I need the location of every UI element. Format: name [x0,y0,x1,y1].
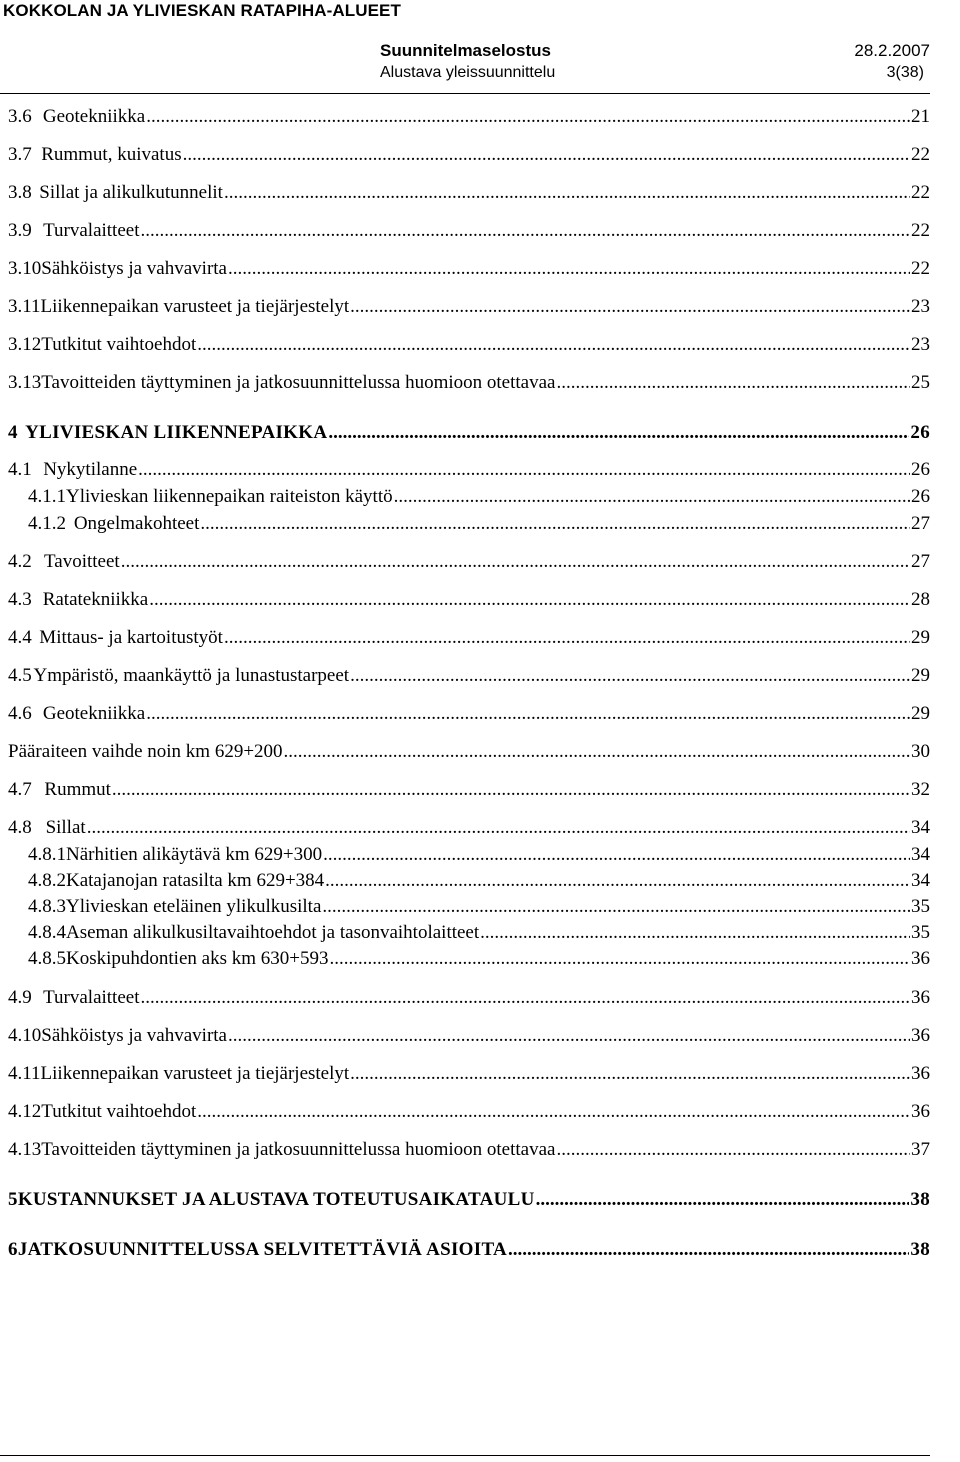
toc-entry-number: 3.9 [8,220,32,241]
toc-entry-page: 36 [911,1101,930,1122]
toc-entry-title: Rummut [44,779,111,800]
toc-chapter-entry[interactable] [8,1190,930,1209]
toc-entry[interactable] [8,145,930,164]
toc-entry-page: 26 [910,422,930,443]
toc-dot-leader [350,1064,910,1083]
toc-entry[interactable] [8,704,930,723]
toc-entry-page: 22 [911,258,930,279]
toc-entry-page: 22 [911,220,930,241]
toc-subentry[interactable] [28,949,930,968]
toc-entry[interactable] [8,666,930,685]
toc-dot-leader [556,1140,910,1159]
toc-entry-number: 4.8.2 [28,870,66,891]
toc-entry-title: Liikennepaikan varusteet ja tiejärjestelyt [40,1063,350,1084]
toc-dot-leader [228,1026,910,1045]
toc-entry[interactable] [8,107,930,126]
toc-entry-title: Ylivieskan liikennepaikan raiteiston käyttö [66,486,393,507]
toc-entry-number: 4.8.4 [28,922,66,943]
toc-entry-number: 4.6 [8,703,32,724]
toc-subentry[interactable] [28,923,930,942]
toc-entry-title: Tavoitteiden täyttyminen ja jatkosuunnittelussa huomioon otettavaa [41,372,556,393]
toc-entry-number: 4.8.3 [28,896,66,917]
toc-entry-number: 4.1.1 [28,486,66,507]
toc-entry-title: Ongelmakohteet [73,513,200,534]
toc-entry[interactable] [8,628,930,647]
toc-entry[interactable] [8,259,930,278]
toc-entry-page: 29 [911,703,930,724]
toc-entry-page: 23 [911,334,930,355]
toc-entry-number: 4 [8,422,18,443]
toc-dot-leader [224,183,910,202]
toc-entry-title: Aseman alikulkusiltavaihtoehdot ja tasonvaihtolaitteet [66,922,480,943]
toc-entry-title: Turvalaitteet [43,987,140,1008]
toc-entry-page: 28 [911,589,930,610]
toc-subentry[interactable] [28,897,930,916]
toc-entry-page: 37 [911,1139,930,1160]
toc-entry-page: 26 [911,486,930,507]
toc-dot-leader [394,487,910,506]
toc-entry-page: 27 [911,513,930,534]
toc-entry-page: 25 [911,372,930,393]
toc-entry-page: 38 [910,1239,930,1260]
toc-entry-title: Tutkitut vaihtoehdot [41,334,197,355]
toc-entry-title: Liikennepaikan varusteet ja tiejärjestelyt [40,296,350,317]
toc-entry-number: 4.1.2 [28,513,66,534]
toc-entry-number: 4.3 [8,589,32,610]
toc-dot-leader [328,423,909,442]
toc-entry-title: Sähköistys ja vahvavirta [41,1025,227,1046]
toc-entry-page: 22 [911,182,930,203]
toc-dot-leader [146,107,910,126]
toc-entry-title: Sillat ja alikulkutunnelit [39,182,223,203]
toc-subentry[interactable] [28,845,930,864]
toc-entry-number: 3.10 [8,258,42,279]
header-subtitle: Alustava yleissuunnittelu [380,64,556,81]
header-title: Suunnitelmaselostus [380,41,551,60]
toc-entry-title: KUSTANNUKSET JA ALUSTAVA TOTEUTUSAIKATAULU [17,1189,535,1210]
toc-dot-leader [138,460,910,479]
toc-entry[interactable] [8,1140,930,1159]
toc-entry-page: 35 [911,922,930,943]
toc-entry[interactable] [8,552,930,571]
toc-entry-title: Tutkitut vaihtoehdot [41,1101,197,1122]
toc-entry[interactable] [8,460,930,479]
toc-entry-title: Tavoitteiden täyttyminen ja jatkosuunnittelussa huomioon otettavaa [41,1139,556,1160]
toc-entry-title: Ratatekniikka [42,589,149,610]
toc-entry-page: 34 [911,844,930,865]
toc-entry-title: Ympäristö, maankäyttö ja lunastustarpeet [33,665,350,686]
toc-entry-number: 3.8 [8,182,32,203]
toc-entry[interactable] [8,1026,930,1045]
toc-entry-title: Sähköistys ja vahvavirta [41,258,227,279]
toc-entry-number: 4.9 [8,987,32,1008]
toc-entry-title: JATKOSUUNNITTELUSSA SELVITETTÄVIÄ ASIOITA [17,1239,508,1260]
toc-dot-leader [197,335,910,354]
toc-entry[interactable] [8,1102,930,1121]
toc-entry-title: Ylivieskan eteläinen ylikulkusilta [66,896,322,917]
toc-entry-title: YLIVIESKAN LIIKENNEPAIKKA [25,422,328,443]
document-company-title: KOKKOLAN JA YLIVIESKAN RATAPIHA-ALUEET [3,1,401,20]
toc-entry-title: Tavoitteet [44,551,120,572]
toc-entry-title: Pääraiteen vaihde noin km 629+200 [8,741,283,762]
toc-dot-leader [228,259,910,278]
toc-entry[interactable] [8,221,930,240]
toc-entry-number: 3.7 [8,144,32,165]
toc-entry-number: 4.10 [8,1025,42,1046]
toc-entry-title: Katajanojan ratasilta km 629+384 [66,870,325,891]
toc-entry-title: Närhitien alikäytävä km 629+300 [66,844,323,865]
toc-dot-leader [284,742,910,761]
toc-entry-page: 34 [911,817,930,838]
toc-entry-page: 30 [911,741,930,762]
toc-entry-number: 4.11 [8,1063,41,1084]
toc-entry-title: Geotekniikka [42,703,146,724]
toc-dot-leader [556,373,910,392]
toc-entry[interactable] [8,742,930,761]
toc-entry-page: 35 [911,896,930,917]
toc-entry-title: Rummut, kuivatus [41,144,182,165]
toc-entry-number: 3.13 [8,372,42,393]
toc-entry-number: 4.7 [8,779,32,800]
toc-entry[interactable] [8,373,930,392]
toc-dot-leader [87,818,910,837]
toc-dot-leader [350,666,910,685]
toc-entry[interactable] [8,183,930,202]
toc-entry-number: 3.6 [8,106,32,127]
toc-entry-page: 27 [911,551,930,572]
toc-entry-number: 5 [8,1189,18,1210]
toc-entry-title: Mittaus- ja kartoitustyöt [39,627,223,648]
toc-entry-title: Turvalaitteet [43,220,140,241]
toc-dot-leader [480,923,910,942]
toc-entry-number: 4.13 [8,1139,42,1160]
toc-entry[interactable] [8,1064,930,1083]
footer-divider [0,1455,930,1456]
toc-dot-leader [141,988,911,1007]
toc-entry-number: 4.8.5 [28,948,66,969]
toc-entry-page: 21 [911,106,930,127]
toc-chapter-entry[interactable] [8,1240,930,1259]
toc-entry-number: 4.8 [8,817,32,838]
toc-dot-leader [112,780,910,799]
toc-entry-page: 29 [911,627,930,648]
toc-entry-number: 6 [8,1239,18,1260]
toc-entry-page: 34 [911,870,930,891]
toc-entry-title: Koskipuhdontien aks km 630+593 [66,948,329,969]
toc-dot-leader [329,949,910,968]
toc-subentry[interactable] [28,514,930,533]
toc-dot-leader [323,845,910,864]
toc-dot-leader [325,871,910,890]
toc-entry[interactable] [8,590,930,609]
toc-entry-number: 4.5 [8,665,32,686]
toc-dot-leader [350,297,910,316]
toc-entry-page: 29 [911,665,930,686]
toc-dot-leader [508,1240,909,1259]
toc-entry-number: 4.8.1 [28,844,66,865]
toc-dot-leader [200,514,910,533]
toc-entry-page: 26 [911,459,930,480]
toc-dot-leader [536,1190,910,1209]
header-page-number: 3(38) [886,64,924,81]
toc-entry-title: Geotekniikka [42,106,146,127]
toc-entry[interactable] [8,780,930,799]
toc-dot-leader [322,897,910,916]
toc-entry-number: 3.11 [8,296,41,317]
toc-entry-number: 4.2 [8,551,32,572]
toc-entry[interactable] [8,818,930,837]
toc-entry-page: 36 [911,1025,930,1046]
toc-entry-page: 36 [911,987,930,1008]
toc-chapter-entry[interactable] [8,423,930,442]
toc-entry[interactable] [8,988,930,1007]
toc-subentry[interactable] [28,487,930,506]
toc-entry-number: 4.1 [8,459,32,480]
toc-entry-page: 36 [911,948,930,969]
toc-entry-page: 38 [910,1189,930,1210]
toc-entry[interactable] [8,297,930,316]
toc-dot-leader [146,704,910,723]
toc-entry-page: 32 [911,779,930,800]
header-date: 28.2.2007 [854,41,930,60]
toc-dot-leader [121,552,910,571]
toc-entry-title: Nykytilanne [43,459,138,480]
toc-dot-leader [183,145,910,164]
toc-entry-number: 3.12 [8,334,42,355]
toc-dot-leader [141,221,911,240]
toc-dot-leader [197,1102,910,1121]
toc-subentry[interactable] [28,871,930,890]
toc-entry-page: 23 [911,296,930,317]
toc-entry-number: 4.12 [8,1101,42,1122]
toc-entry-number: 4.4 [8,627,32,648]
toc-entry-page: 22 [911,144,930,165]
toc-entry-title: Sillat [45,817,86,838]
toc-dot-leader [224,628,910,647]
toc-dot-leader [149,590,910,609]
toc-entry-page: 36 [911,1063,930,1084]
toc-entry[interactable] [8,335,930,354]
